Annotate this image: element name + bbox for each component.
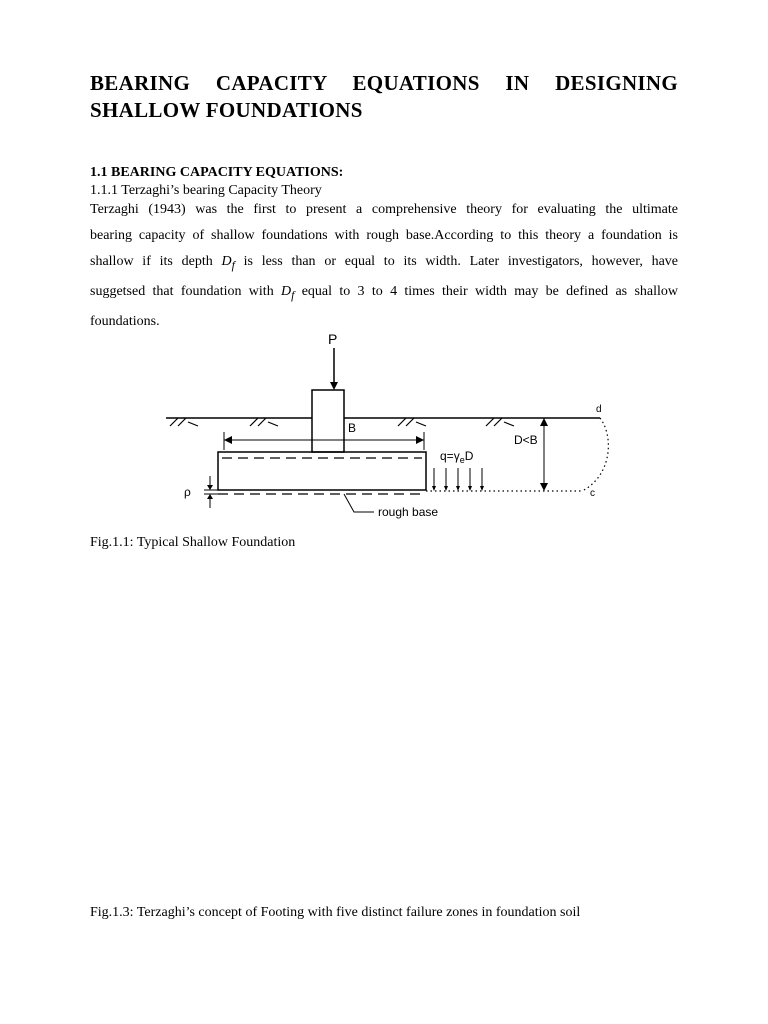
ground-hatching (170, 418, 514, 426)
rough-base-leader (344, 494, 374, 512)
width-label: B (348, 421, 357, 435)
rough-base-label: rough base (378, 505, 439, 519)
title-line-1: BEARING CAPACITY EQUATIONS IN DESIGNING (90, 71, 678, 95)
column (312, 390, 344, 452)
paragraph-text: equal to 3 to 4 times their width may be defined as shallow (294, 283, 678, 299)
shallow-foundation-figure (166, 326, 706, 526)
body-paragraph (90, 197, 678, 335)
paragraph-text: suggetsed that foundation with (90, 283, 282, 299)
surcharge-arrows (432, 468, 484, 491)
depth-label: D<B (514, 433, 538, 447)
section-heading: 1.1 BEARING CAPACITY EQUATIONS: (90, 165, 344, 180)
paragraph-line-1: Terzaghi (1943) was the first to present a comprehensive theory for evaluating the ultimate (90, 202, 678, 217)
subsection-heading: 1.1.1 Terzaghi’s bearing Capacity Theory (90, 183, 322, 198)
title-line-2: SHALLOW FOUNDATIONS (90, 98, 363, 122)
figure-1-caption: Fig.1.1: Typical Shallow Foundation (90, 535, 296, 550)
failure-curve (582, 418, 608, 491)
point-c-label: c (590, 488, 595, 499)
paragraph-line-2: bearing capacity of shallow foundations with rough base.According to this theory a foundation is (90, 228, 678, 243)
page-title (90, 70, 678, 124)
point-d-label: d (596, 404, 602, 415)
depth-symbol: D (281, 283, 292, 299)
figure-3-caption: Fig.1.3: Terzaghi’s concept of Footing with five distinct failure zones in foundation soil (90, 905, 581, 920)
depth-subscript: f (291, 288, 295, 302)
paragraph-text: shallow if its depth (90, 254, 222, 269)
paragraph-line-3 (90, 249, 678, 279)
paragraph-text: is less than or equal to its width. Later investigators, however, have (234, 254, 678, 269)
paragraph-line-4 (90, 279, 678, 309)
surcharge-label: $q=\gamma_eD$ (440, 449, 474, 465)
paragraph-line-5: foundations. (90, 313, 160, 329)
load-arrowhead (330, 382, 338, 390)
depth-symbol: D (221, 254, 232, 269)
document-page (90, 0, 678, 1024)
depth-subscript: f (231, 258, 235, 272)
load-label: P (328, 331, 338, 347)
rho-label: ρ (184, 485, 191, 499)
